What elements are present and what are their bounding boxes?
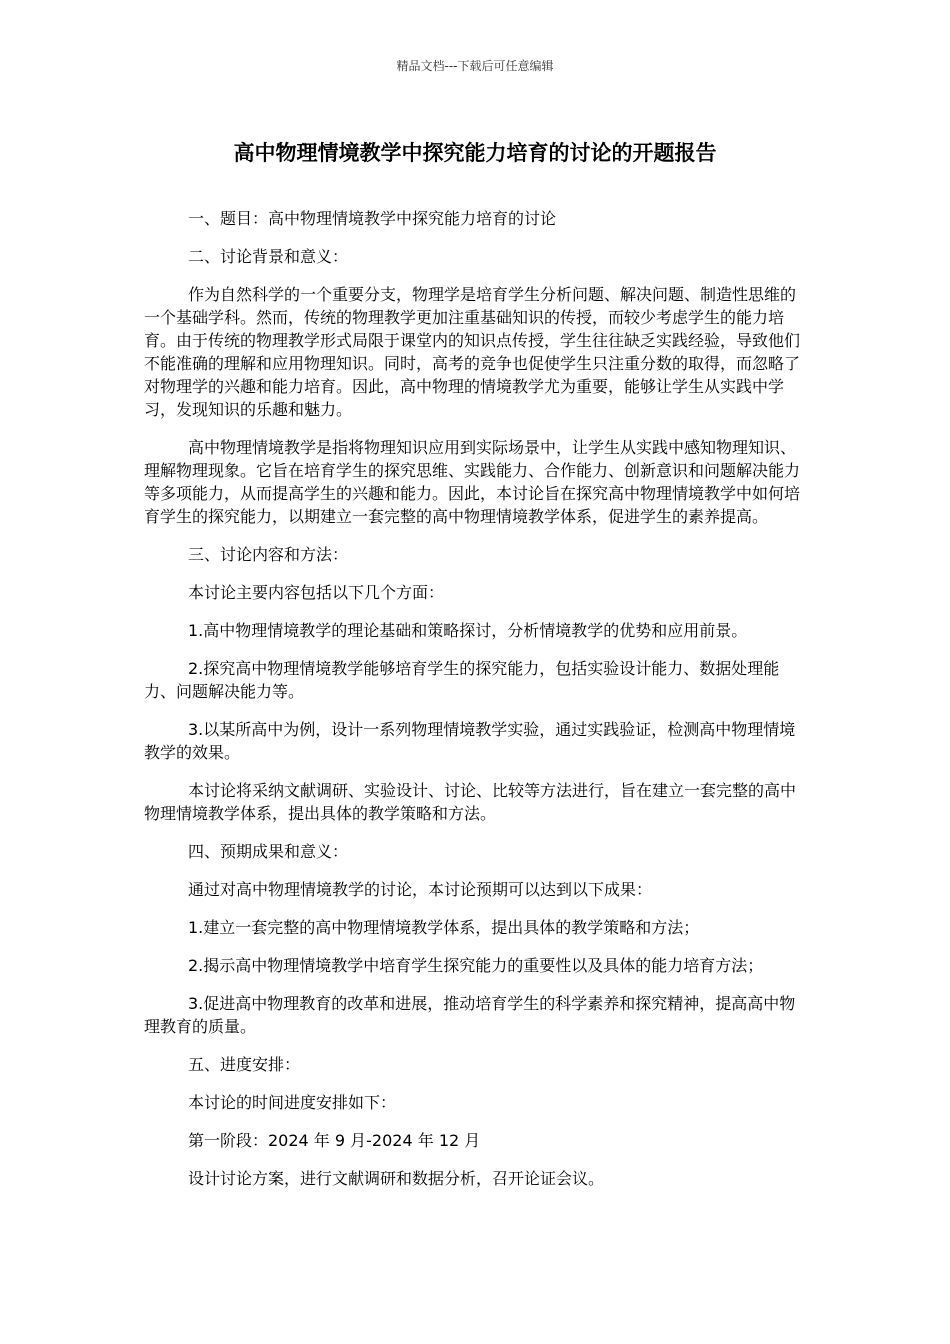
document-body [144, 207, 808, 1205]
background-paragraph-1: 作为自然科学的一个重要分支，物理学是培育学生分析问题、解决问题、制造性思维的一个基础学科。然而，传统的物理教学更加注重基础知识的传授，而较少考虑学生的能力培育。由于传统的物理教学形式局限于课堂内的知识点传授，学生往往缺乏实践经验，导致他们不能准确的理解和应用物理知识。同时，高考的竞争也促使学生只注重分数的取得，而忽略了对物理学的兴趣和能力培育。因此，高中物理的情境教学尤为重要，能够让学生从实践中学习，发现知识的乐趣和魅力。 [144, 285, 801, 419]
outcome-item-2: 2.揭示高中物理情境教学中培育学生探究能力的重要性以及具体的能力培育方法； [188, 956, 764, 975]
outcome-intro: 通过对高中物理情境教学的讨论，本讨论预期可以达到以下成果： [188, 880, 653, 899]
document-title: 高中物理情境教学中探究能力培育的讨论的开题报告 [233, 141, 717, 165]
content-item-2: 2.探究高中物理情境教学能够培育学生的探究能力，包括实验设计能力、数据处理能力、问题解决能力等。 [144, 659, 780, 701]
schedule-intro: 本讨论的时间进度安排如下： [188, 1093, 397, 1112]
section-1-topic: 一、题目：高中物理情境教学中探究能力培育的讨论 [188, 209, 557, 228]
section-3-heading: 三、讨论内容和方法： [188, 545, 349, 564]
method-paragraph: 本讨论将采纳文献调研、实验设计、讨论、比较等方法进行，旨在建立一套完整的高中物理情境教学体系，提出具体的教学策略和方法。 [144, 781, 797, 823]
header-watermark: 精品文档---下载后可任意编辑 [396, 59, 554, 73]
section-2-heading: 二、讨论背景和意义： [188, 247, 349, 266]
section-4-heading: 四、预期成果和意义： [188, 842, 349, 861]
content-intro: 本讨论主要内容包括以下几个方面： [188, 583, 445, 602]
schedule-phase-1: 第一阶段：2024 年 9 月-2024 年 12 月 [188, 1131, 481, 1150]
outcome-item-3: 3.促进高中物理教育的改革和进展，推动培育学生的科学素养和探究精神，提高高中物理教育的质量。 [144, 994, 796, 1036]
section-5-heading: 五、进度安排： [188, 1055, 301, 1074]
content-item-1: 1.高中物理情境教学的理论基础和策略探讨，分析情境教学的优势和应用前景。 [188, 621, 748, 640]
outcome-item-1: 1.建立一套完整的高中物理情境教学体系，提出具体的教学策略和方法； [188, 918, 700, 937]
background-paragraph-2: 高中物理情境教学是指将物理知识应用到实际场景中，让学生从实践中感知物理知识、理解物理现象。它旨在培育学生的探究思维、实践能力、合作能力、创新意识和问题解决能力等多项能力，从而提高学生的兴趣和能力。因此，本讨论旨在探究高中物理情境教学中如何培育学生的探究能力，以期建立一套完整的高中物理情境教学体系，促进学生的素养提高。 [144, 438, 801, 526]
content-item-3: 3.以某所高中为例，设计一系列物理情境教学实验，通过实践验证，检测高中物理情境教学的效果。 [144, 720, 796, 762]
schedule-phase-1-detail: 设计讨论方案，进行文献调研和数据分析，召开论证会议。 [188, 1169, 605, 1188]
